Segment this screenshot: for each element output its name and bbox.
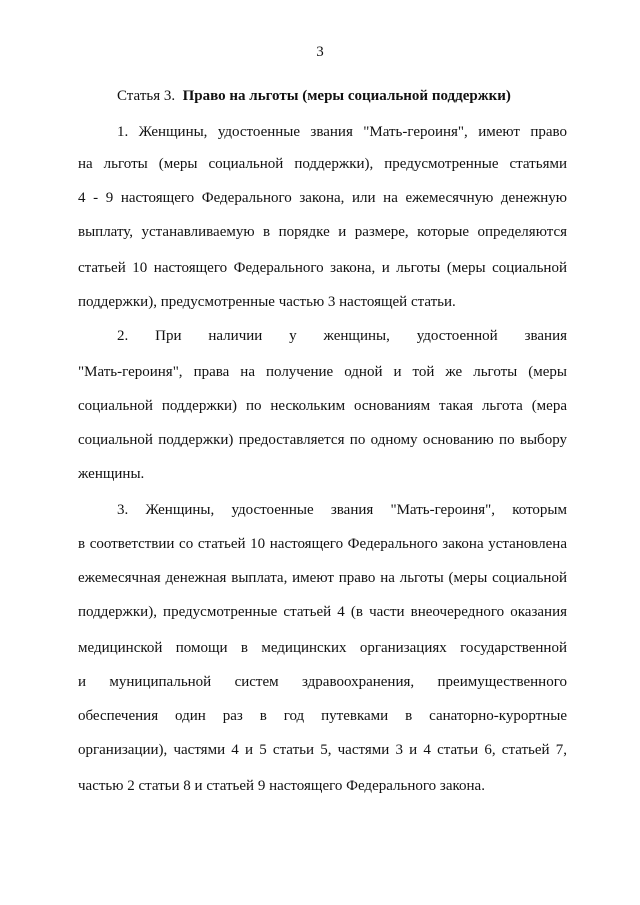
paragraph-1-line-5: статьей 10 настоящего Федерального закона, и льготы (меры социальной — [78, 260, 567, 276]
page-number: 3 — [316, 44, 324, 60]
paragraph-2-line-4: социальной поддержки) предоставляется по одному основанию по выбору — [78, 432, 567, 448]
paragraph-2-line-5: женщины. — [78, 466, 145, 482]
paragraph-3-line-5: медицинской помощи в медицинских организациях государственной — [78, 640, 567, 656]
paragraph-1-line-3: 4 - 9 настоящего Федерального закона, или на ежемесячную денежную — [78, 190, 567, 206]
paragraph-2-line-3: социальной поддержки) по нескольким основаниям такая льгота (мера — [78, 398, 567, 414]
paragraph-3-line-9: частью 2 статьи 8 и статьей 9 настоящего Федерального закона. — [78, 778, 485, 794]
paragraph-1-line-6: поддержки), предусмотренные частью 3 настоящей статьи. — [78, 294, 456, 310]
article-heading — [117, 86, 511, 106]
paragraph-2-line-1: 2. При наличии у женщины, удостоенной звания — [117, 328, 567, 344]
paragraph-1-line-4: выплату, устанавливаемую в порядке и размере, которые определяются — [78, 224, 567, 240]
paragraph-3-line-8: организации), частями 4 и 5 статьи 5, частями 3 и 4 статьи 6, статьей 7, — [78, 742, 567, 758]
paragraph-1-line-2: на льготы (меры социальной поддержки), предусмотренные статьями — [78, 156, 567, 172]
paragraph-3-line-2: в соответствии со статьей 10 настоящего Федерального закона установлена — [78, 536, 567, 552]
article-title: Право на льготы (меры социальной поддержки) — [182, 88, 511, 104]
paragraph-3-line-7: обеспечения один раз в год путевками в санаторно-курортные — [78, 708, 567, 724]
paragraph-3-line-4: поддержки), предусмотренные статьей 4 (в части внеочередного оказания — [78, 604, 567, 620]
article-label: Статья 3. — [117, 88, 176, 104]
paragraph-1-line-1: 1. Женщины, удостоенные звания "Мать-героиня", имеют право — [117, 124, 567, 140]
paragraph-2-line-2: "Мать-героиня", права на получение одной и той же льготы (меры — [78, 364, 567, 380]
paragraph-3-line-1: 3. Женщины, удостоенные звания "Мать-героиня", которым — [117, 502, 567, 518]
paragraph-3-line-6: и муниципальной систем здравоохранения, преимущественного — [78, 674, 567, 690]
paragraph-3-line-3: ежемесячная денежная выплата, имеют право на льготы (меры социальной — [78, 570, 567, 586]
